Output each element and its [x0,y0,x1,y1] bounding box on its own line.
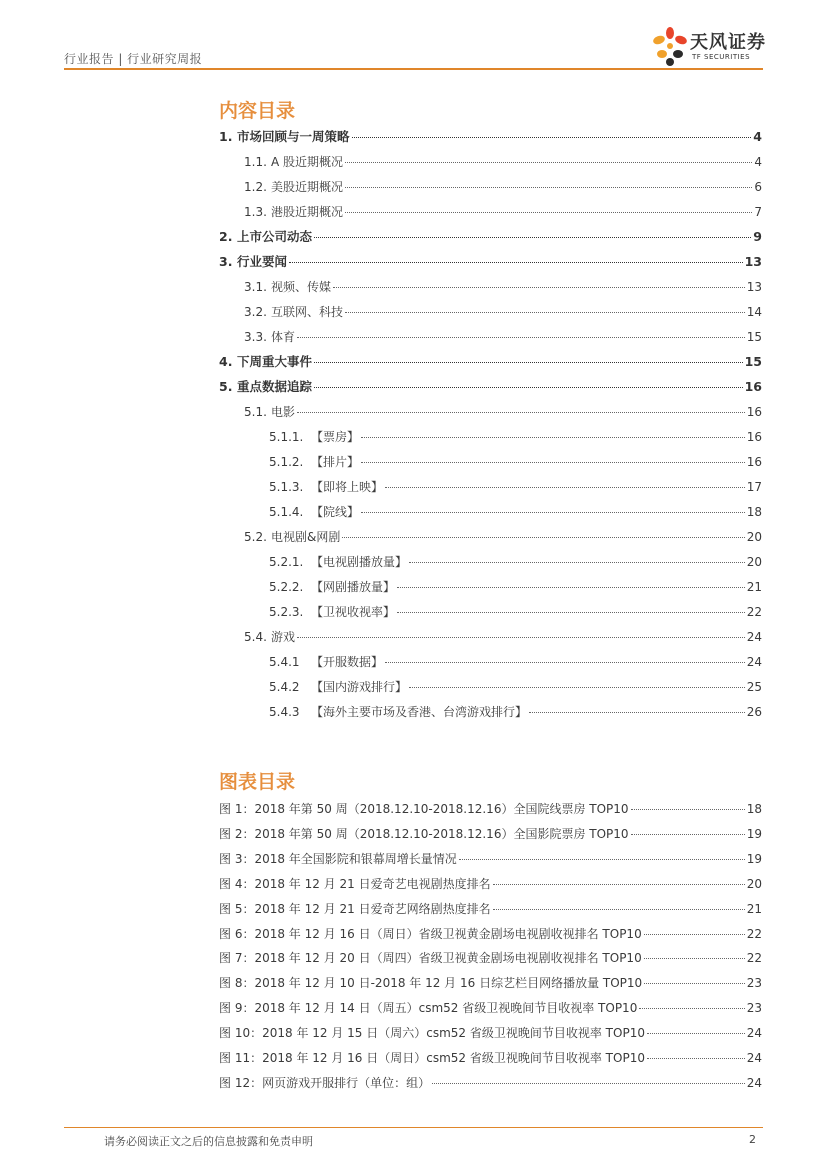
dot-leader [297,337,745,338]
toc-entry-page: 4 [754,155,762,169]
figure-entry[interactable] [219,949,762,967]
toc-entry-page: 24 [746,630,762,644]
figure-entry-page: 22 [746,926,762,941]
toc-entry[interactable] [269,578,762,596]
figure-entry-label: 图 11： [219,1051,263,1065]
toc-entry[interactable] [219,378,762,396]
toc-entry[interactable] [244,403,762,421]
logo-name-en: TF SECURITIES [692,53,751,61]
dot-leader [333,287,745,288]
dot-leader [397,587,745,588]
dot-leader [345,162,752,163]
figure-entry-title: 2018 年 12 月 20 日（周四）省级卫视黄金剧场电视剧收视排名 TOP10 [254,951,642,966]
toc-entry-number: 5.1. [244,405,267,419]
dot-leader [342,537,744,538]
figure-entry-label: 图 9： [219,1001,255,1016]
toc-entry[interactable] [244,203,762,221]
toc-entry-number: 3.3. [244,330,267,344]
toc-entry[interactable] [269,553,762,571]
toc-entry-title: 行业要闻 [237,254,288,269]
toc-entry[interactable] [244,328,762,346]
toc-entry-number: 3. [219,254,233,269]
figure-entry-page: 23 [746,976,762,991]
toc-entry-page: 25 [746,680,762,694]
toc-entry-title: 美股近期概况 [271,180,344,194]
toc-entry-number: 5.2.2. [269,580,304,594]
toc-entry-title: 【即将上映】 [311,480,384,494]
figure-entry[interactable] [219,1074,762,1092]
toc-entry-number: 5.1.3. [269,480,304,494]
dot-leader [345,212,752,213]
toc-entry[interactable] [244,178,762,196]
toc-entry-number: 1.2. [244,180,267,194]
toc-entry-page: 15 [744,354,762,369]
toc-entry-page: 22 [746,605,762,619]
dot-leader [314,387,743,388]
toc-entry-title: 电影 [271,405,296,419]
toc-entry-page: 17 [746,480,762,494]
toc-entry[interactable] [269,678,762,696]
dot-leader [345,187,752,188]
toc-entry-page: 18 [746,505,762,519]
dot-leader [345,312,745,313]
header-divider [64,68,763,70]
toc-entry[interactable] [219,128,762,146]
figure-entry-page: 24 [746,1026,762,1041]
toc-entry-number: 4. [219,354,233,369]
toc-entry[interactable] [244,303,762,321]
toc-entry[interactable] [244,628,762,646]
dot-leader [647,1033,745,1034]
figure-entry-title: 2018 年 12 月 21 日爱奇艺电视剧热度排名 [254,876,491,891]
figures-title: 图表目录 [219,771,296,793]
toc-entry-page: 16 [746,430,762,444]
toc-entry[interactable] [269,603,762,621]
toc-entry-number: 2. [219,229,233,244]
toc-entry-page: 26 [746,705,762,719]
toc-entry-title: 电视剧&网剧 [271,530,341,544]
figure-entry[interactable] [219,925,762,943]
toc-entry-number: 5.1.4. [269,505,304,519]
figure-entry-page: 19 [746,851,762,866]
dot-leader [361,512,745,513]
logo-name-cn: 天风证券 [690,32,766,53]
figure-entry-label: 图 10： [219,1026,263,1041]
figure-entry[interactable] [219,974,762,992]
dot-leader [459,859,745,860]
toc-entry[interactable] [244,153,762,171]
toc-entry[interactable] [269,703,762,721]
toc-entry-page: 13 [746,280,762,294]
toc-entry-page: 9 [753,229,762,244]
disclaimer: 请务必阅读正文之后的信息披露和免责申明 [104,1135,313,1148]
dot-leader [493,884,745,885]
dot-leader [644,983,745,984]
dot-leader [493,909,745,910]
figure-entry-title: 2018 年 12 月 10 日-2018 年 12 月 16 日综艺栏目网络播放量 TOP10 [254,976,643,991]
dot-leader [644,958,745,959]
figure-entry-title: 2018 年 12 月 16 日（周日）csm52 省级卫视晚间节目收视率 TOP10 [262,1051,645,1065]
toc-entry-page: 6 [754,180,762,194]
toc-entry-number: 1. [219,129,233,144]
toc-entry-page: 4 [753,129,762,144]
toc-entry-number: 1.3. [244,205,267,219]
figure-entry-label: 图 2： [219,826,255,841]
toc-entry-number: 5.4.1 [269,655,300,669]
figure-entry-page: 18 [746,802,762,816]
dot-leader [297,412,745,413]
toc-entry-title: 视频、传媒 [271,280,332,294]
figure-entry[interactable] [219,999,762,1017]
flower-logo-icon [650,24,690,68]
figure-entry[interactable] [219,875,762,893]
dot-leader [289,262,743,263]
figure-entry-page: 23 [746,1001,762,1016]
toc-entry[interactable] [219,228,762,246]
figure-entry-page: 24 [746,1075,762,1090]
figure-entry-title: 网页游戏开服排行（单位：组） [262,1075,431,1090]
toc-entry-title: 【海外主要市场及香港、台湾游戏排行】 [311,705,528,719]
figure-entry-title: 2018 年 12 月 14 日（周五）csm52 省级卫视晚间节目收视率 TOP10 [254,1001,638,1016]
footer-divider [64,1127,763,1128]
figure-entry[interactable] [219,1049,762,1067]
breadcrumb: 行业报告 | 行业研究周报 [64,52,203,66]
toc-entry-page: 16 [746,455,762,469]
figure-entry-title: 2018 年全国影院和银幕周增长量情况 [254,851,457,866]
figure-entry[interactable] [219,800,762,818]
toc-entry-number: 3.1. [244,280,267,294]
toc-entry-number: 5.2.3. [269,605,304,619]
toc-entry-title: 下周重大事件 [237,354,313,369]
figure-entry-page: 24 [746,1051,762,1065]
figure-entry-page: 22 [746,951,762,966]
toc-entry-number: 5.4.3 [269,705,300,719]
toc-entry-title: 【卫视收视率】 [311,605,396,619]
page-number: 2 [749,1133,756,1146]
toc-entry-number: 5. [219,379,233,394]
dot-leader [631,809,745,810]
dot-leader [647,1058,745,1059]
toc-entry-number: 5.2.1. [269,555,304,569]
figure-entry-title: 2018 年 12 月 15 日（周六）csm52 省级卫视晚间节目收视率 TOP10 [262,1026,645,1041]
toc-entry-page: 14 [746,305,762,319]
toc-entry-title: 互联网、科技 [271,305,344,319]
dot-leader [314,362,743,363]
dot-leader [432,1083,745,1084]
toc-entry[interactable] [244,528,762,546]
toc-entry-number: 5.4. [244,630,267,644]
figure-entry-page: 20 [746,876,762,891]
toc-entry-title: A 股近期概况 [271,155,344,169]
figure-entry[interactable] [219,825,762,843]
toc-entry-title: 港股近期概况 [271,205,344,219]
toc-entry-number: 5.1.2. [269,455,304,469]
dot-leader [397,612,745,613]
figure-entry-label: 图 7： [219,951,255,966]
toc-entry-title: 【开服数据】 [311,655,384,669]
toc-entry[interactable] [269,478,762,496]
toc-entry[interactable] [219,253,762,271]
toc-entry-page: 16 [746,405,762,419]
toc-entry-number: 5.1.1. [269,430,304,444]
figure-entry-label: 图 4： [219,876,255,891]
toc-entry[interactable] [244,278,762,296]
toc-entry-title: 【国内游戏排行】 [311,680,408,694]
dot-leader [644,934,745,935]
figure-entry-page: 21 [746,901,762,916]
figure-entry-label: 图 5： [219,901,255,916]
toc-entry[interactable] [269,503,762,521]
figure-entry[interactable] [219,1024,762,1042]
toc-entry-title: 【院线】 [311,505,360,519]
toc-entry-title: 【票房】 [311,430,360,444]
dot-leader [314,237,751,238]
figure-entry-label: 图 6： [219,926,255,941]
dot-leader [361,437,745,438]
figure-entry-page: 19 [746,826,762,841]
dot-leader [297,637,745,638]
toc-entry-title: 【网剧播放量】 [311,580,396,594]
toc-entry-page: 24 [746,655,762,669]
figure-entry-label: 图 12： [219,1075,263,1090]
toc-entry-title: 游戏 [271,630,296,644]
figure-entry-title: 2018 年 12 月 16 日（周日）省级卫视黄金剧场电视剧收视排名 TOP10 [254,926,642,941]
toc-entry-title: 体育 [271,330,296,344]
dot-leader [385,487,745,488]
dot-leader [631,834,745,835]
toc-entry[interactable] [269,653,762,671]
dot-leader [361,462,745,463]
dot-leader [409,687,745,688]
toc-entry-title: 市场回顾与一周策略 [237,129,350,144]
figure-entry-title: 2018 年第 50 周（2018.12.10-2018.12.16）全国影院票房 TOP10 [254,826,629,841]
toc-entry-page: 20 [746,555,762,569]
toc-entry-page: 16 [744,379,762,394]
company-logo [650,24,765,68]
figure-entry[interactable] [219,900,762,918]
dot-leader [529,712,745,713]
figure-entry-label: 图 8： [219,976,255,991]
toc-entry-number: 5.2. [244,530,267,544]
figure-entry[interactable] [219,850,762,868]
toc-entry-page: 21 [746,580,762,594]
dot-leader [639,1008,744,1009]
toc-entry-page: 15 [746,330,762,344]
toc-entry-number: 3.2. [244,305,267,319]
toc-entry-page: 20 [746,530,762,544]
toc-entry-page: 7 [754,205,762,219]
dot-leader [352,137,752,138]
toc-entry-title: 【排片】 [311,455,360,469]
figure-entry-title: 2018 年 12 月 21 日爱奇艺网络剧热度排名 [254,901,491,916]
figure-entry-title: 2018 年第 50 周（2018.12.10-2018.12.16）全国院线票房 TOP10 [254,802,629,816]
toc-entry-title: 【电视剧播放量】 [311,555,408,569]
toc-entry[interactable] [269,428,762,446]
figure-entry-label: 图 1： [219,802,255,816]
dot-leader [385,662,745,663]
toc-entry-title: 重点数据追踪 [237,379,313,394]
contents-title: 内容目录 [219,100,296,122]
figure-entry-label: 图 3： [219,851,255,866]
toc-entry-page: 13 [744,254,762,269]
dot-leader [409,562,745,563]
toc-entry-number: 1.1. [244,155,267,169]
toc-entry[interactable] [269,453,762,471]
toc-entry[interactable] [219,353,762,371]
toc-entry-title: 上市公司动态 [237,229,313,244]
toc-entry-number: 5.4.2 [269,680,300,694]
